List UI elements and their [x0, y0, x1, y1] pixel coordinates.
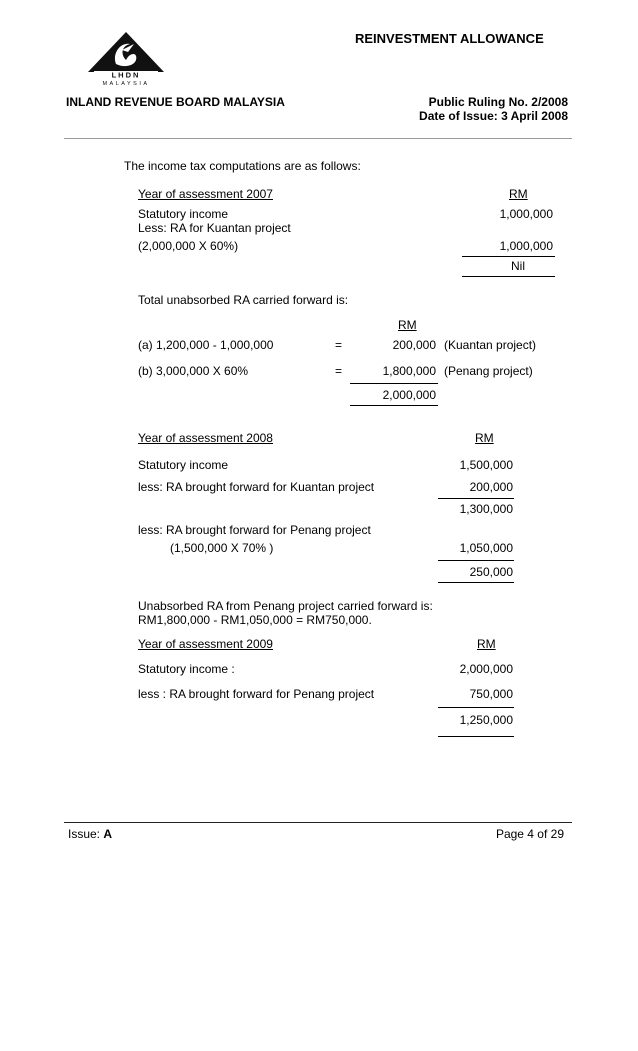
- unabsorbed-row-b-equals: =: [335, 364, 343, 378]
- ya2009-less-value: 750,000: [469, 687, 513, 701]
- ya2008-less-kuantan-value: 200,000: [469, 480, 513, 494]
- unabsorbed-row-a-equals: =: [335, 338, 343, 352]
- ya2007-less-label: Less: RA for Kuantan project: [138, 221, 291, 235]
- ya2008-heading: Year of assessment 2008: [138, 431, 273, 445]
- lhdn-logo: [86, 30, 166, 86]
- logo-subtext: MALAYSIA: [102, 81, 150, 86]
- ya2009-rule-bottom: [438, 736, 514, 737]
- intro-text: The income tax computations are as follows:: [124, 159, 361, 173]
- ya2008-statutory-value: 1,500,000: [459, 458, 513, 472]
- organization-name: INLAND REVENUE BOARD MALAYSIA: [66, 95, 285, 109]
- document-title: REINVESTMENT ALLOWANCE: [355, 31, 544, 46]
- ya2007-statutory-label: Statutory income: [138, 207, 229, 221]
- ya2008-rm-header: RM: [475, 431, 494, 445]
- ya2008-subtotal: 1,300,000: [459, 502, 513, 516]
- penang-note-line1: Unabsorbed RA from Penang project carried forward is:: [138, 599, 433, 613]
- ruling-number: Public Ruling No. 2/2008: [428, 95, 568, 109]
- unabsorbed-row-a-note: (Kuantan project): [444, 338, 537, 352]
- issue-date: Date of Issue: 3 April 2008: [419, 109, 568, 123]
- ya2007-result: Nil: [511, 259, 525, 273]
- unabsorbed-heading: Total unabsorbed RA carried forward is:: [138, 293, 349, 307]
- ya2008-less-kuantan-label: less: RA brought forward for Kuantan project: [138, 480, 375, 494]
- unabsorbed-total: 2,000,000: [382, 388, 436, 402]
- unabsorbed-row-b-value: 1,800,000: [382, 364, 436, 378]
- unabsorbed-rule-top: [350, 383, 438, 384]
- ya2008-rule-2: [438, 560, 514, 561]
- footer-rule: [64, 822, 572, 823]
- ya2008-less-penang-label: less: RA brought forward for Penang project: [138, 523, 371, 537]
- ya2008-penang-calc-label: (1,500,000 X 70% ): [170, 541, 274, 555]
- ya2009-heading: Year of assessment 2009: [138, 637, 273, 651]
- ya2009-result: 1,250,000: [459, 713, 513, 727]
- ya2009-statutory-value: 2,000,000: [459, 662, 513, 676]
- unabsorbed-row-b-note: (Penang project): [444, 364, 533, 378]
- ya2009-statutory-label: Statutory income :: [138, 662, 235, 676]
- ya2007-rm-header: RM: [509, 187, 528, 201]
- ya2007-rule-bottom: [462, 276, 555, 277]
- ya2008-penang-calc-value: 1,050,000: [459, 541, 513, 555]
- logo-text: LHDN: [111, 70, 141, 80]
- unabsorbed-row-b-label: (b) 3,000,000 X 60%: [138, 364, 249, 378]
- ya2009-rm-header: RM: [477, 637, 496, 651]
- ya2008-result: 250,000: [469, 565, 513, 579]
- footer-issue-value: A: [103, 827, 113, 841]
- footer-issue: [68, 827, 112, 841]
- ya2007-statutory-value: 1,000,000: [499, 207, 553, 221]
- ya2007-rule-top: [462, 256, 555, 257]
- header-rule: [64, 138, 572, 139]
- ya2007-calc-value: 1,000,000: [499, 239, 553, 253]
- ya2009-rule-top: [438, 707, 514, 708]
- ya2008-statutory-label: Statutory income: [138, 458, 229, 472]
- footer-issue-label: Issue:: [68, 827, 104, 841]
- ya2007-heading: Year of assessment 2007: [138, 187, 273, 201]
- unabsorbed-row-a-label: (a) 1,200,000 - 1,000,000: [138, 338, 274, 352]
- penang-note-line2: RM1,800,000 - RM1,050,000 = RM750,000.: [138, 613, 372, 627]
- ya2008-rule-1: [438, 498, 514, 499]
- ya2009-less-label: less : RA brought forward for Penang project: [138, 687, 375, 701]
- unabsorbed-row-a-value: 200,000: [392, 338, 436, 352]
- footer-page-number: Page 4 of 29: [495, 827, 564, 841]
- unabsorbed-rule-bottom: [350, 405, 438, 406]
- unabsorbed-rm-header: RM: [398, 318, 417, 332]
- ya2008-rule-3: [438, 582, 514, 583]
- ya2007-calc-label: (2,000,000 X 60%): [138, 239, 239, 253]
